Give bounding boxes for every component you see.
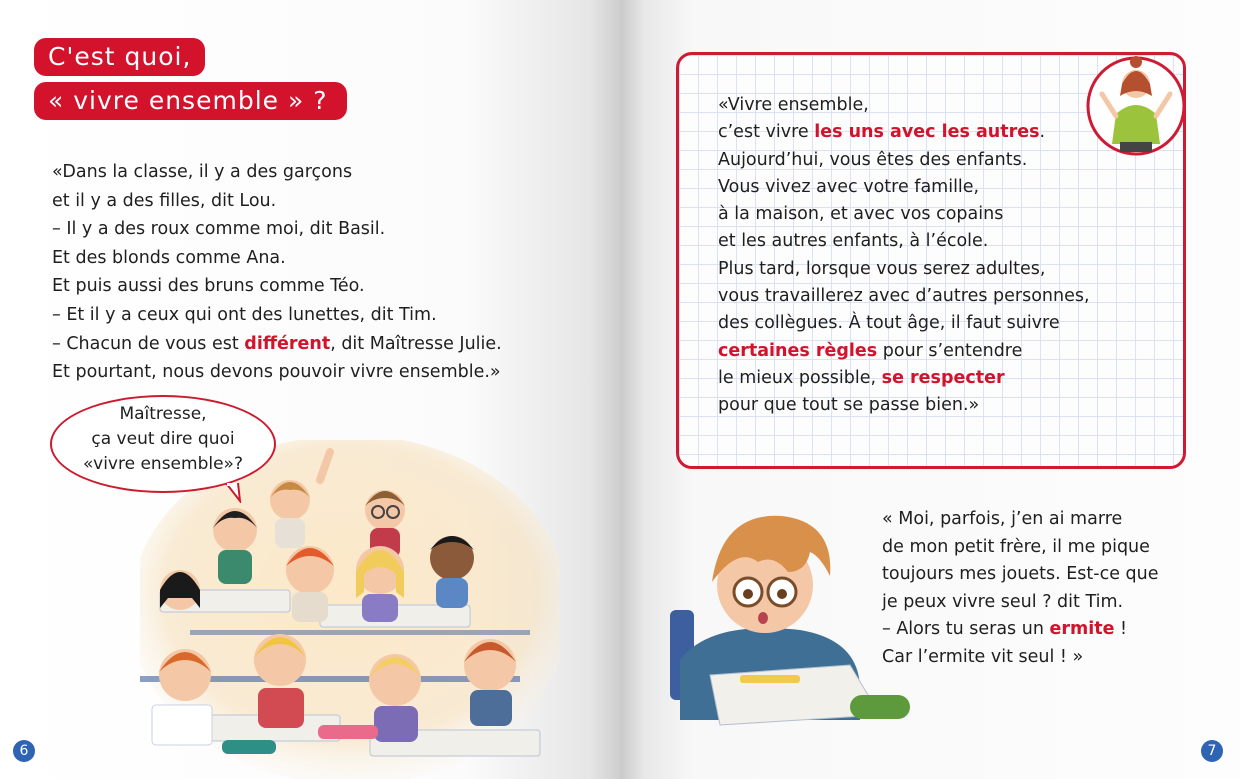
bubble-line-1: Maîtresse, xyxy=(119,404,207,424)
quote-line xyxy=(718,365,1158,392)
speech-bubble xyxy=(50,395,276,493)
story-line-text: – Chacun de vous est xyxy=(52,333,245,354)
tim-line: je peux vivre seul ? dit Tim. xyxy=(882,591,1124,612)
highlighted-keyword: certaines règles xyxy=(718,340,878,361)
story-line: Et des blonds comme Ana. xyxy=(52,247,286,268)
story-line: et il y a des filles, dit Lou. xyxy=(52,190,277,211)
highlighted-keyword: se respecter xyxy=(881,367,1005,388)
story-line: Et puis aussi des bruns comme Téo. xyxy=(52,276,365,297)
tim-line-text: – Alors tu seras un xyxy=(882,619,1050,640)
bubble-line-3: «vivre ensemble»? xyxy=(83,454,243,474)
story-line: – Et il y a ceux qui ont des lunettes, dit Tim. xyxy=(52,304,437,325)
quote-line: des collègues. À tout âge, il faut suivre xyxy=(718,313,1060,334)
highlighted-keyword: ermite xyxy=(1049,619,1115,640)
title-line-2: « vivre ensemble » ? xyxy=(34,82,347,120)
quote-line: à la maison, et avec vos copains xyxy=(718,204,1004,225)
tim-illustration xyxy=(650,490,920,750)
classroom-illustration xyxy=(140,440,560,779)
highlighted-keyword: les uns avec les autres xyxy=(814,122,1040,143)
page-number-right: 7 xyxy=(1201,740,1223,762)
bubble-tail xyxy=(224,483,254,503)
quote-line xyxy=(718,338,1158,365)
story-line xyxy=(52,330,572,359)
story-line: – Il y a des roux comme moi, dit Basil. xyxy=(52,219,386,240)
story-text xyxy=(52,158,572,387)
tim-dialogue xyxy=(882,506,1202,672)
title-line-1: C'est quoi, xyxy=(34,38,205,76)
story-line: Et pourtant, nous devons pouvoir vivre ensemble.» xyxy=(52,362,501,383)
tim-line: toujours mes jouets. Est-ce que xyxy=(882,564,1159,585)
quote-line: «Vivre ensemble, xyxy=(718,95,869,115)
tim-line: Car l’ermite vit seul ! » xyxy=(882,646,1084,667)
quote-line: Plus tard, lorsque vous serez adultes, xyxy=(718,258,1046,279)
teacher-portrait xyxy=(1076,44,1188,164)
quote-line: Aujourd’hui, vous êtes des enfants. xyxy=(718,149,1028,170)
quote-line-text: c’est vivre xyxy=(718,122,815,143)
tim-line: de mon petit frère, il me pique xyxy=(882,536,1150,557)
page-number-left: 6 xyxy=(13,740,35,762)
quote-line: et les autres enfants, à l’école. xyxy=(718,231,989,252)
quote-line-text: pour s’entendre xyxy=(877,340,1023,361)
tim-line-text: ! xyxy=(1114,619,1128,640)
story-line-text: , dit Maîtresse Julie. xyxy=(330,333,502,354)
quote-line: vous travaillerez avec d’autres personnes, xyxy=(718,286,1090,307)
quote-line-text: le mieux possible, xyxy=(718,367,882,388)
quote-line-text: . xyxy=(1039,122,1046,143)
tim-line xyxy=(882,616,1202,644)
bubble-line-2: ça veut dire quoi xyxy=(91,429,235,449)
quote-line: Vous vivez avec votre famille, xyxy=(718,176,980,197)
tim-line: « Moi, parfois, j’en ai marre xyxy=(882,509,1123,529)
story-line: «Dans la classe, il y a des garçons xyxy=(52,162,353,182)
highlighted-keyword: différent xyxy=(244,333,331,354)
quote-line: pour que tout se passe bien.» xyxy=(718,395,980,416)
